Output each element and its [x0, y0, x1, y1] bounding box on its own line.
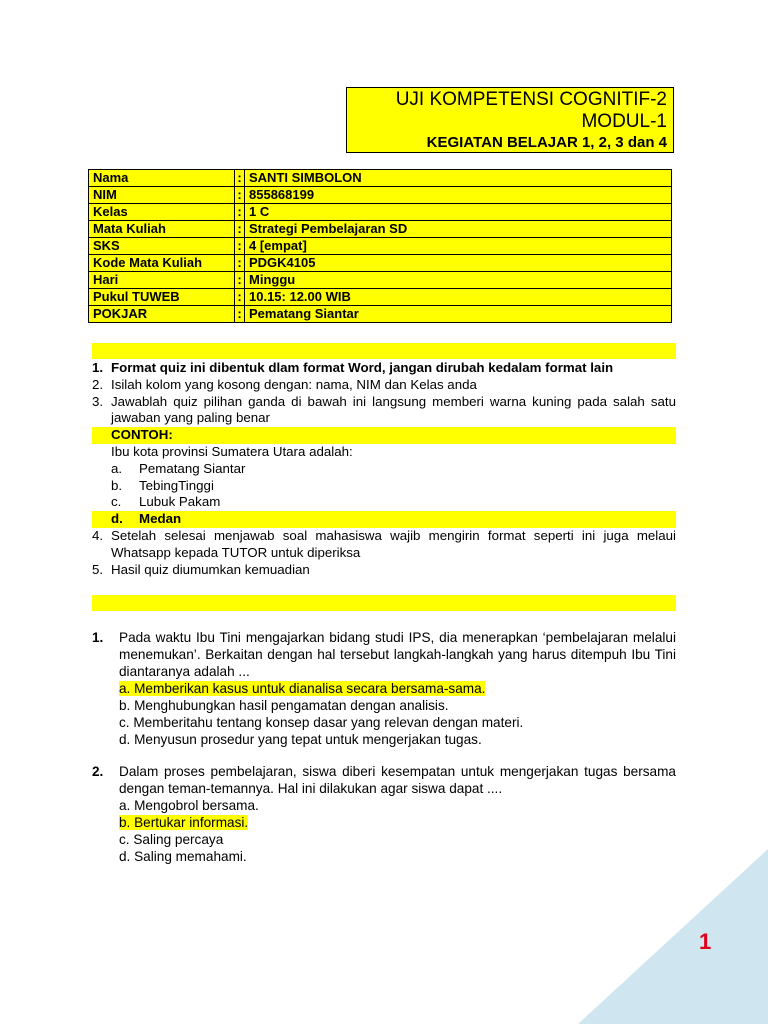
question-text: Dalam proses pembelajaran, siswa diberi kesempatan untuk mengerjakan tugas bersama dengan teman-temannya. Hal ini dilakukan agar siswa dapat .... — [119, 764, 676, 796]
info-value[interactable]: SANTI SIMBOLON — [245, 170, 672, 187]
example-option — [92, 461, 676, 478]
info-row-pukul-tuweb — [89, 289, 672, 306]
info-row-mata-kuliah — [89, 221, 672, 238]
instruction-number: 3. — [92, 393, 104, 409]
instruction-number: 4. — [92, 527, 104, 543]
option-letter: d. — [111, 511, 123, 527]
option-text: Medan — [139, 511, 182, 527]
info-label: SKS — [89, 238, 235, 255]
info-separator: : — [235, 221, 245, 238]
instruction-item — [92, 528, 676, 562]
info-separator: : — [235, 238, 245, 255]
info-separator: : — [235, 255, 245, 272]
question-number: 2. — [92, 764, 104, 779]
info-value[interactable]: Strategi Pembelajaran SD — [245, 221, 672, 238]
info-separator: : — [235, 204, 245, 221]
answer-option[interactable]: c. Saling percaya — [119, 832, 224, 847]
answer-option[interactable]: c. Memberitahu tentang konsep dasar yang relevan dengan materi. — [119, 715, 524, 730]
corner-decoration — [538, 824, 768, 1024]
info-separator: : — [235, 170, 245, 187]
example-option — [92, 478, 676, 495]
option-text: Pematang Siantar — [139, 460, 246, 476]
instruction-item — [92, 394, 676, 428]
question-text: Pada waktu Ibu Tini mengajarkan bidang studi IPS, dia menerapkan ‘pembelajaran melalui menemukan’. Berkaitan dengan hal tersebut langkah-langkah yang harus ditempuh Ibu Tini diantaranya adalah ... — [119, 630, 676, 679]
answer-option[interactable]: d. Menyusun prosedur yang tepat untuk mengerjakan tugas. — [119, 732, 482, 747]
question-number: 1. — [92, 630, 104, 645]
instruction-item — [92, 360, 676, 377]
info-value[interactable]: 855868199 — [245, 187, 672, 204]
info-row-nama — [89, 170, 672, 187]
instruction-number: 2. — [92, 376, 104, 392]
example-option — [92, 494, 676, 511]
example-label: CONTOH: — [92, 427, 676, 444]
info-separator: : — [235, 187, 245, 204]
info-row-sks — [89, 238, 672, 255]
title-line-2: MODUL-1 — [581, 111, 667, 132]
instruction-text: Jawablah quiz pilihan ganda di bawah ini langsung memberi warna kuning pada salah satu jawaban yang paling benar — [111, 393, 676, 426]
instruction-text: Isilah kolom yang kosong dengan: nama, NIM dan Kelas anda — [111, 376, 477, 392]
option-text: a. Memberikan kasus untuk dianalisa secara bersama-sama. — [119, 681, 486, 696]
option-text: b. Bertukar informasi. — [119, 815, 249, 830]
info-row-kelas — [89, 204, 672, 221]
instruction-text: Format quiz ini dibentuk dlam format Word, jangan dirubah kedalam format lain — [111, 360, 614, 375]
info-label: Hari — [89, 272, 235, 289]
highlight-bar-bottom — [92, 595, 676, 611]
example-question: Ibu kota provinsi Sumatera Utara adalah: — [111, 443, 353, 459]
info-value[interactable]: 10.15: 12.00 WIB — [245, 289, 672, 306]
example-option-selected — [92, 511, 676, 528]
instructions — [92, 360, 676, 578]
option-letter: b. — [111, 477, 123, 493]
answer-option[interactable]: a. Mengobrol bersama. — [119, 798, 259, 813]
option-text: Lubuk Pakam — [139, 494, 221, 510]
info-row-kode-mata-kuliah — [89, 255, 672, 272]
info-row-hari — [89, 272, 672, 289]
info-row-pokjar — [89, 306, 672, 323]
page-number: 1 — [699, 929, 712, 954]
instruction-number: 5. — [92, 561, 104, 577]
info-label: Kode Mata Kuliah — [89, 255, 235, 272]
answer-option-selected[interactable] — [119, 680, 676, 697]
option-letter: a. — [111, 460, 123, 476]
option-text: TebingTinggi — [139, 477, 214, 493]
instruction-item — [92, 562, 676, 579]
instruction-text: Setelah selesai menjawab soal mahasiswa wajib mengirin format seperti ini juga melaui Whatsapp kepada TUTOR untuk diperiksa — [111, 527, 676, 560]
instruction-item — [92, 377, 676, 394]
info-label: NIM — [89, 187, 235, 204]
title-box — [346, 87, 674, 153]
question-1 — [92, 629, 676, 748]
info-label: POKJAR — [89, 306, 235, 323]
answer-option[interactable]: b. Menghubungkan hasil pengamatan dengan analisis. — [119, 698, 449, 713]
info-label: Nama — [89, 170, 235, 187]
option-letter: c. — [111, 494, 122, 510]
answer-option[interactable]: d. Saling memahami. — [119, 849, 247, 864]
info-value[interactable]: Minggu — [245, 272, 672, 289]
info-label: Mata Kuliah — [89, 221, 235, 238]
info-value[interactable]: Pematang Siantar — [245, 306, 672, 323]
info-row-nim — [89, 187, 672, 204]
student-info-table — [88, 169, 672, 323]
instruction-text: Hasil quiz diumumkan kemuadian — [111, 561, 310, 577]
title-line-3: KEGIATAN BELAJAR 1, 2, 3 dan 4 — [426, 134, 667, 151]
info-value[interactable]: 1 C — [245, 204, 672, 221]
info-separator: : — [235, 272, 245, 289]
info-value[interactable]: PDGK4105 — [245, 255, 672, 272]
info-label: Pukul TUWEB — [89, 289, 235, 306]
info-label: Kelas — [89, 204, 235, 221]
instruction-number: 1. — [92, 360, 104, 375]
highlight-bar-top — [92, 343, 676, 359]
info-separator: : — [235, 306, 245, 323]
info-value[interactable]: 4 [empat] — [245, 238, 672, 255]
title-line-1: UJI KOMPETENSI COGNITIF-2 — [395, 89, 667, 110]
info-separator: : — [235, 289, 245, 306]
